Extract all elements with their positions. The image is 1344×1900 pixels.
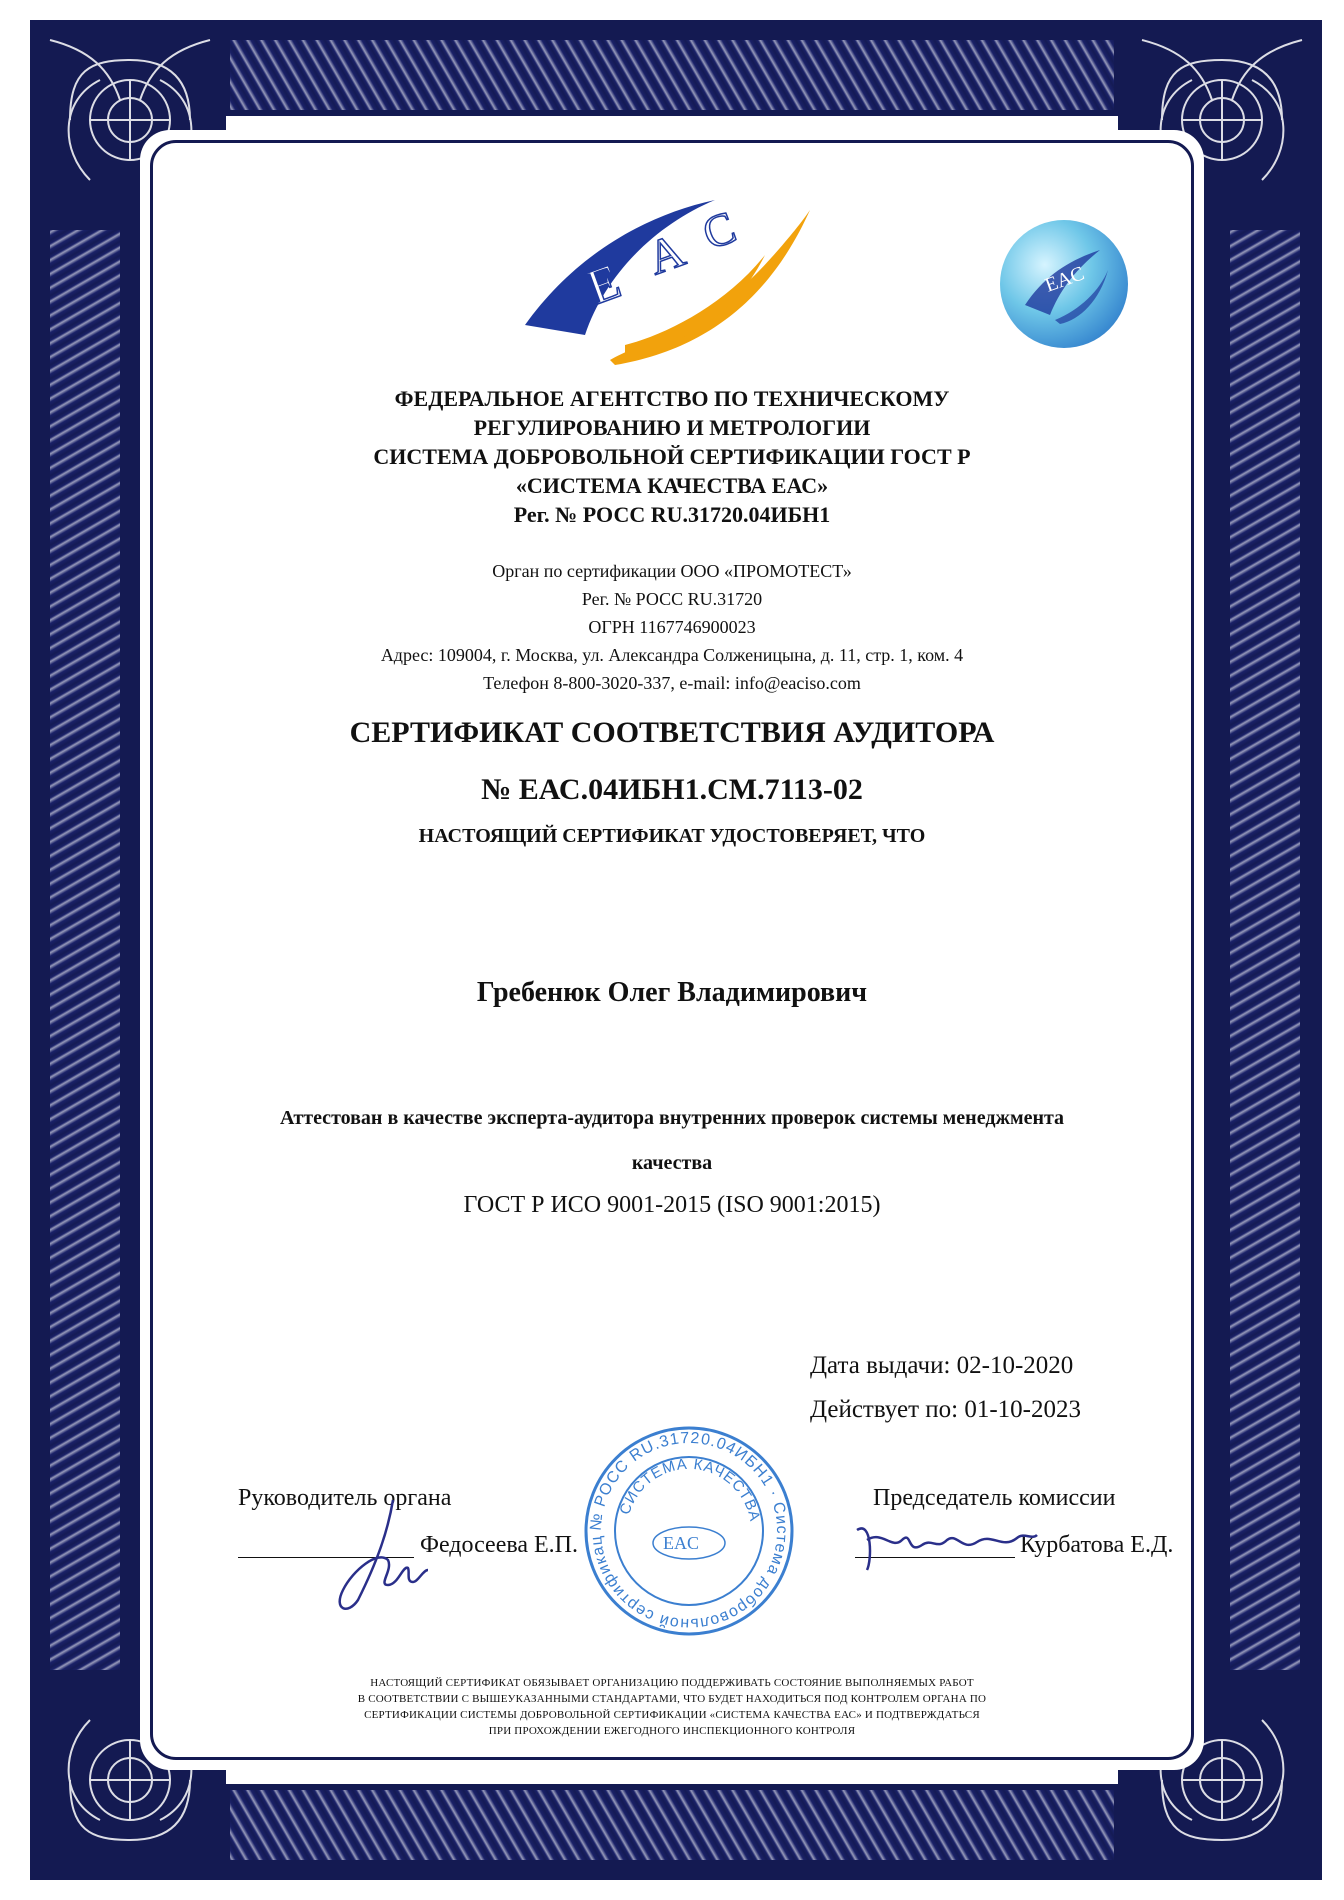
right-signatory-name: Курбатова Е.Д. [1020, 1532, 1174, 1558]
certification-body-ogrn: ОГРН 1167746900023 [588, 617, 756, 637]
frame-rope-top [230, 40, 1114, 110]
certification-body-name: Орган по сертификации ООО «ПРОМОТЕСТ» [492, 561, 852, 581]
footer-line-1: НАСТОЯЩИЙ СЕРТИФИКАТ ОБЯЗЫВАЕТ ОРГАНИЗАЦИЮ ПОДДЕРЖИВАТЬ СОСТОЯНИЕ ВЫПОЛНЯЕМЫХ РАБОТ [370, 1677, 974, 1689]
svg-text:C: C [695, 200, 743, 260]
agency-line-2: РЕГУЛИРОВАНИЮ И МЕТРОЛОГИИ [473, 415, 871, 440]
auditor-name: Гребенюк Олег Владимирович [476, 977, 868, 1008]
left-signatory-name: Федосеева Е.П. [420, 1532, 579, 1558]
svg-text:СИСТЕМА КАЧЕСТВА [616, 1456, 763, 1524]
frame-rope-bottom [230, 1790, 1114, 1860]
registration-number: Рег. № РОСС RU.31720.04ИБН1 [513, 502, 831, 527]
footer-line-4: ПРИ ПРОХОЖДЕНИИ ЕЖЕГОДНОГО ИНСПЕКЦИОННОГО КОНТРОЛЯ [488, 1725, 856, 1737]
left-handwritten-signature [318, 1490, 438, 1620]
footer-notice [0, 1675, 1344, 1739]
official-stamp [583, 1425, 795, 1637]
certificate-certifies: НАСТОЯЩИЙ СЕРТИФИКАТ УДОСТОВЕРЯЕТ, ЧТО [418, 825, 926, 847]
agency-line-4: «СИСТЕМА КАЧЕСТВА ЕАС» [515, 473, 829, 498]
stamp-outer-text: № РОСС RU.31720.04ИБН1 · Система добровольной сертификац [587, 1429, 791, 1633]
footer-line-3: СЕРТИФИКАЦИИ СИСТЕМЫ ДОБРОВОЛЬНОЙ СЕРТИФИКАЦИИ «СИСТЕМА КАЧЕСТВА ЕАС» И ПОДТВЕРЖДАТЬСЯ [364, 1709, 980, 1721]
hologram-sticker [1000, 220, 1128, 348]
eac-logo [515, 195, 815, 365]
certification-body-info [0, 557, 1344, 697]
footer-line-2: В СООТВЕТСТВИИ С ВЫШЕУКАЗАННЫМИ СТАНДАРТАМИ, ЧТО БУДЕТ НАХОДИТЬСЯ ПОД КОНТРОЛЕМ ОРГАНА ПО [357, 1693, 987, 1705]
stamp-logo: EAC [663, 1533, 699, 1553]
right-signatory-title: Председатель комиссии [873, 1485, 1116, 1511]
certification-body-reg: Рег. № РОСС RU.31720 [581, 589, 763, 609]
agency-header [0, 384, 1344, 529]
valid-until-date: Действует по: 01-10-2023 [810, 1396, 1081, 1423]
left-signatory-title: Руководитель органа [238, 1485, 452, 1511]
certificate-title: СЕРТИФИКАТ СООТВЕТСТВИЯ АУДИТОРА [349, 716, 995, 749]
right-handwritten-signature [852, 1510, 1042, 1580]
svg-text:EAC: EAC [1042, 262, 1088, 297]
attestation-line-2: качества [631, 1152, 713, 1174]
svg-text:E: E [579, 252, 628, 316]
stamp-inner-text: СИСТЕМА КАЧЕСТВА [616, 1455, 764, 1524]
agency-line-1: ФЕДЕРАЛЬНОЕ АГЕНТСТВО ПО ТЕХНИЧЕСКОМУ [394, 386, 950, 411]
certificate-number: № ЕАС.04ИБН1.СМ.7113-02 [481, 773, 863, 806]
agency-line-3: СИСТЕМА ДОБРОВОЛЬНОЙ СЕРТИФИКАЦИИ ГОСТ Р [373, 444, 971, 469]
certification-body-address: Адрес: 109004, г. Москва, ул. Александра Солженицына, д. 11, стр. 1, ком. 4 [380, 645, 964, 665]
svg-text:A: A [640, 223, 692, 286]
attestation-line-1: Аттестован в качестве эксперта-аудитора внутренних проверок системы менеджмента [279, 1107, 1065, 1129]
issue-date: Дата выдачи: 02-10-2020 [810, 1352, 1074, 1379]
standard: ГОСТ Р ИСО 9001-2015 (ISO 9001:2015) [463, 1192, 881, 1218]
certification-body-contacts: Телефон 8-800-3020-337, e-mail: info@eaciso.com [483, 673, 861, 693]
